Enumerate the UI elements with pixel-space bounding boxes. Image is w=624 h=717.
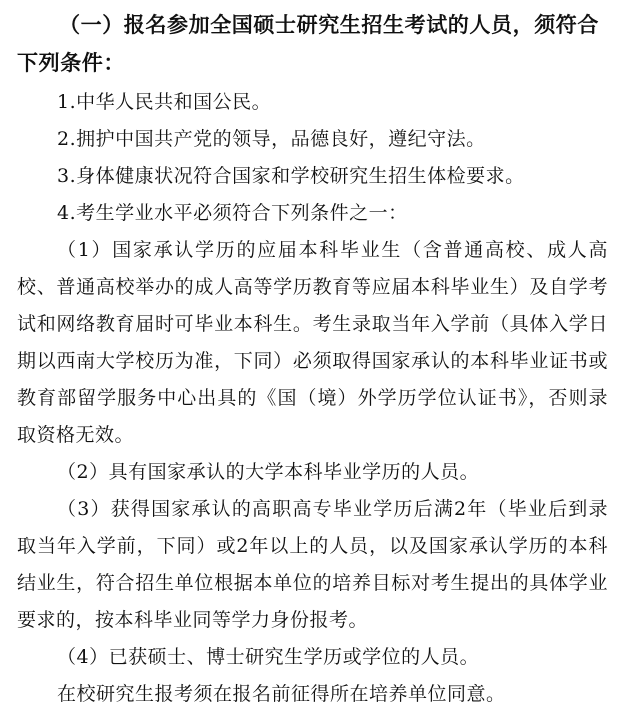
condition-citizenship: 1.中华人民共和国公民。 bbox=[57, 91, 272, 113]
condition-health: 3.身体健康状况符合国家和学校研究生招生体检要求。 bbox=[57, 165, 525, 187]
note-current-students: 在校研究生报考须在报名前征得所在培养单位同意。 bbox=[57, 683, 506, 705]
section-heading: （一）报名参加全国硕士研究生招生考试的人员，须符合下列条件： bbox=[17, 13, 599, 75]
sub-condition-equivalent: （3）获得国家承认的高职高专毕业学历后满2年（毕业后到录取当年入学前，下同）或2年以上的人员，以及国家承认学历的本科结业生，符合招生单位根据本单位的培养目标对考生提出的具体学业要求的，按本科毕业同等学力身份报考。 bbox=[17, 498, 608, 631]
sub-condition-master-doctor: （4）已获硕士、博士研究生学历或学位的人员。 bbox=[57, 646, 480, 668]
condition-academic: 4.考生学业水平必须符合下列条件之一： bbox=[57, 202, 408, 224]
condition-political: 2.拥护中国共产党的领导，品德良好，遵纪守法。 bbox=[57, 128, 486, 150]
sub-condition-fresh-graduate: （1）国家承认学历的应届本科毕业生（含普通高校、成人高校、普通高校举办的成人高等学历教育等应届本科毕业生）及自学考试和网络教育届时可毕业本科生。考生录取当年入学前（具体入学日期以西南大学校历为准，下同）必须取得国家承认的本科毕业证书或教育部留学服务中心出具的《国（境）外学历学位认证书》，否则录取资格无效。 bbox=[17, 239, 608, 446]
sub-condition-bachelor: （2）具有国家承认的大学本科毕业学历的人员。 bbox=[57, 461, 480, 483]
